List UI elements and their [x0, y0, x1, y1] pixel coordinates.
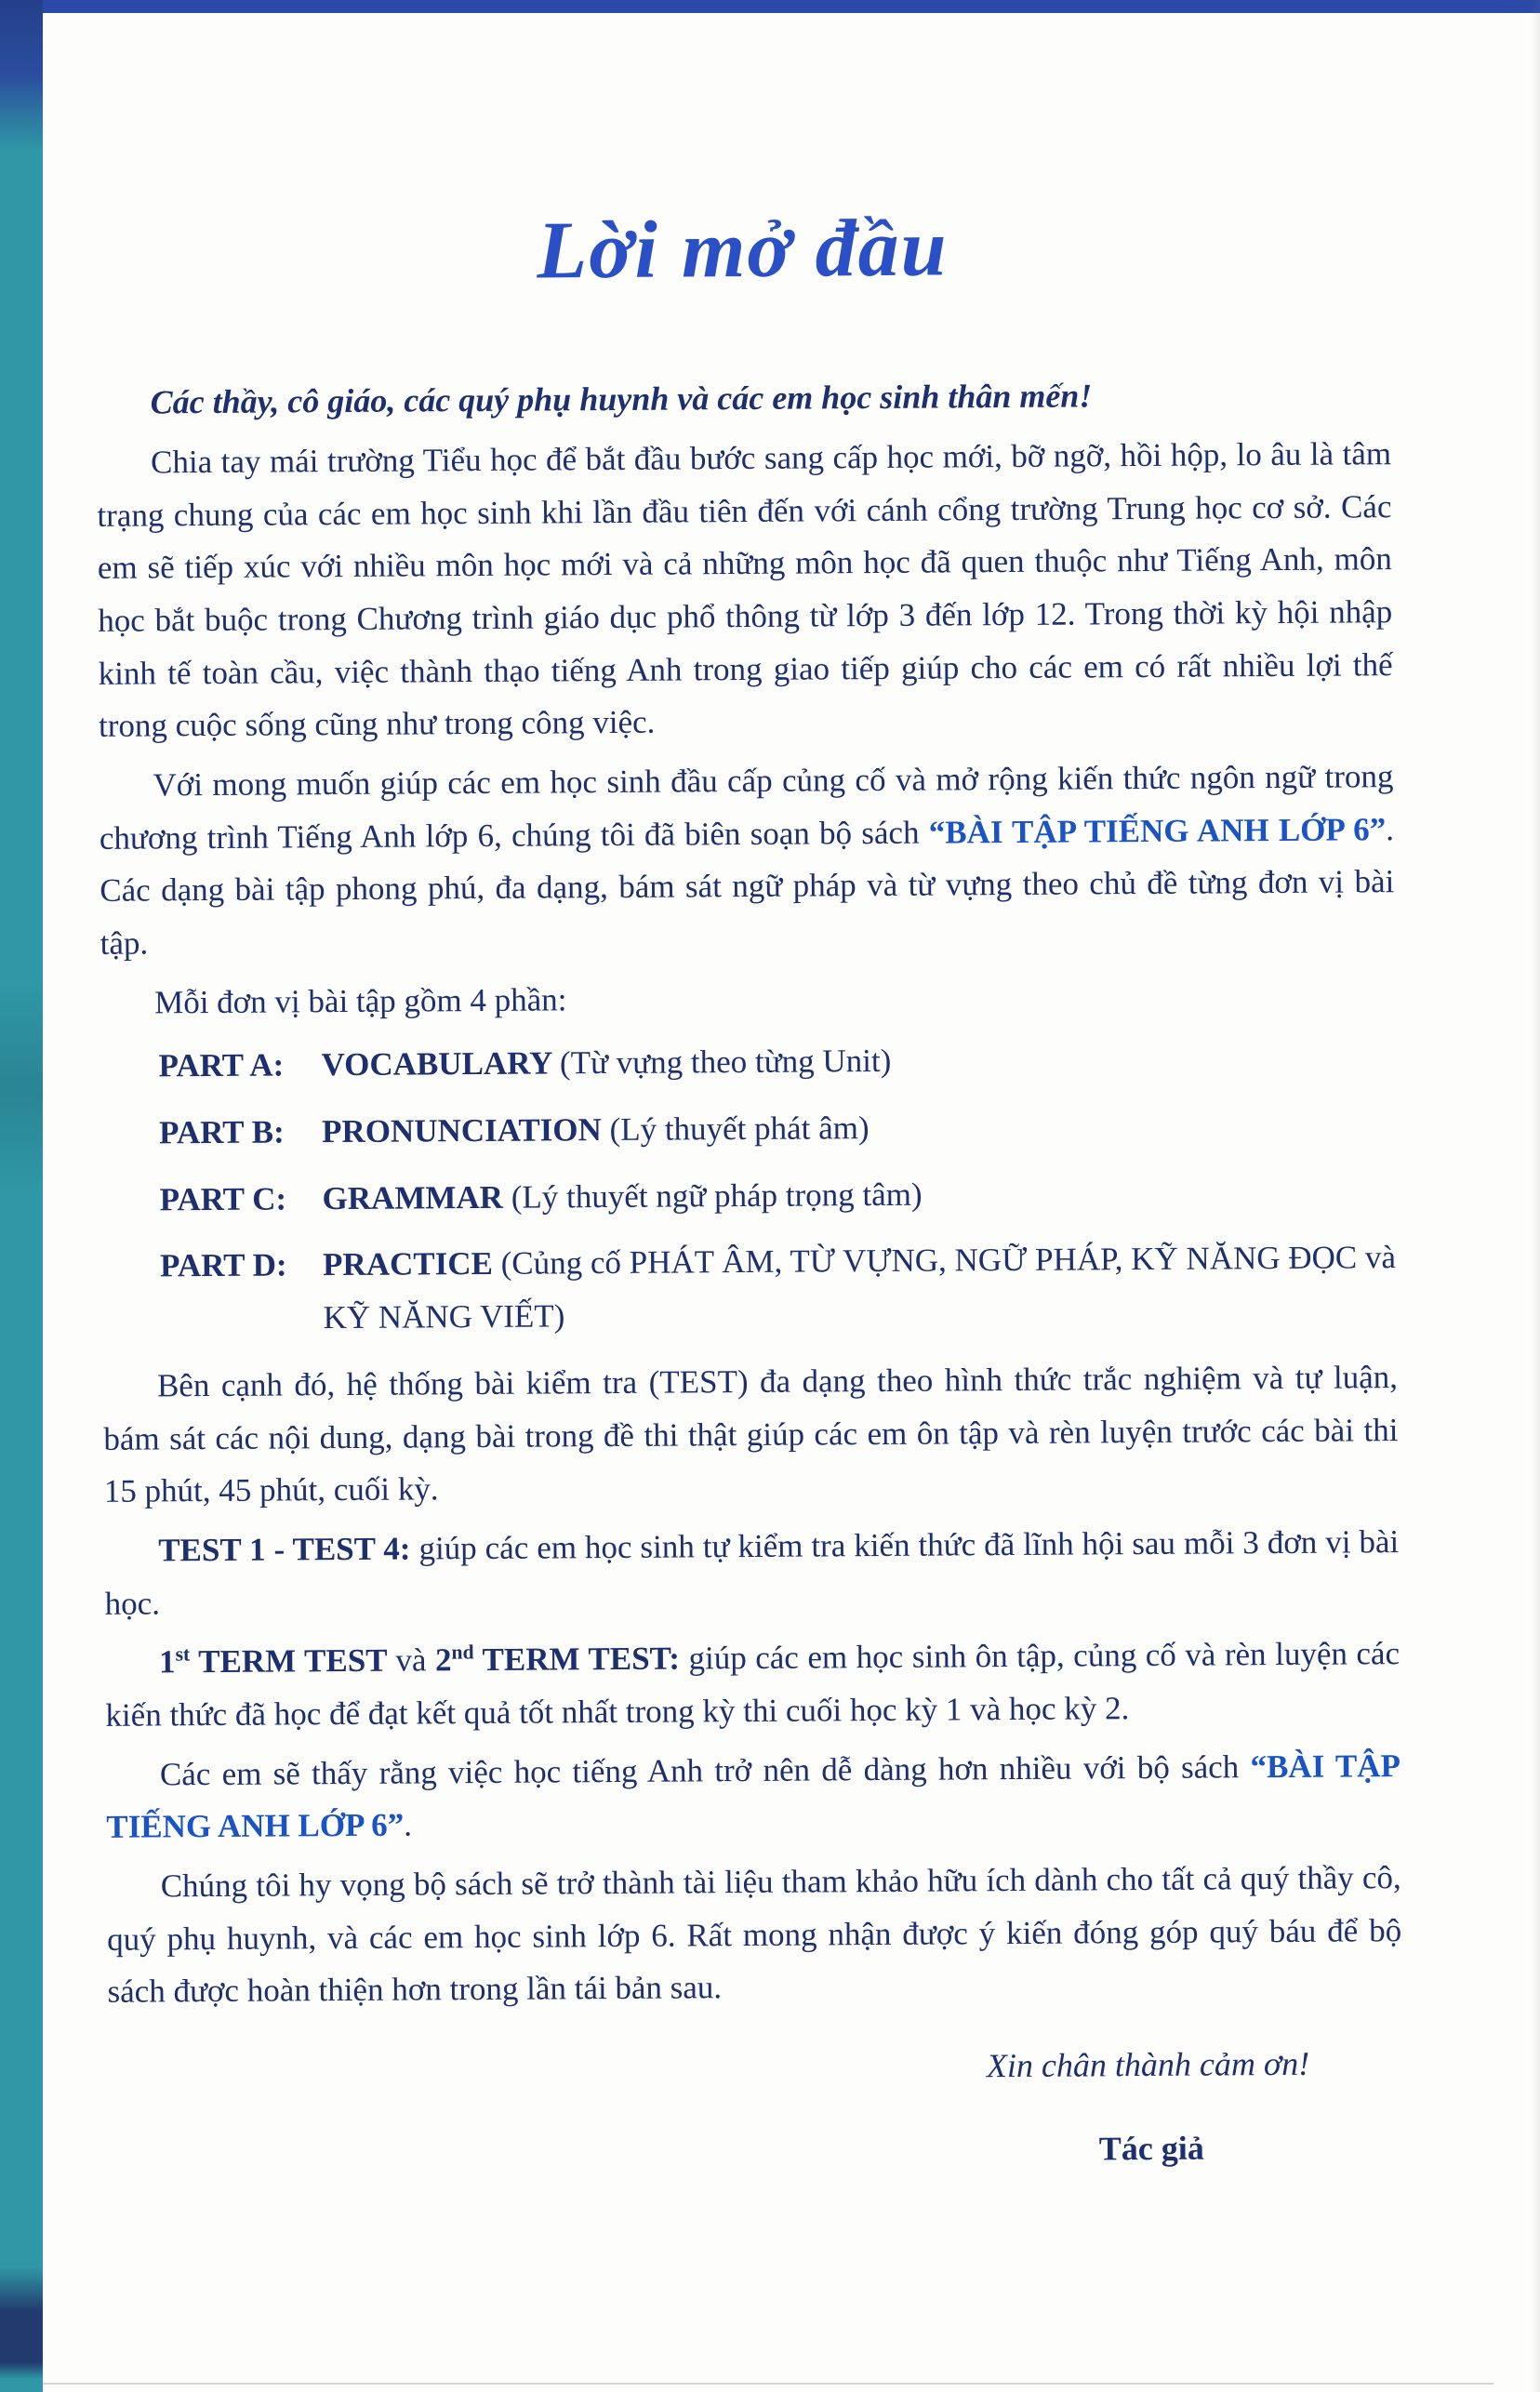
spine-shadow-top — [0, 0, 43, 149]
paragraph-tests: Bên cạnh đó, hệ thống bài kiểm tra (TEST) đa dạng theo hình thức trắc nghiệm và tự luận, bám sát các nội dung, dạng bài trong đề thi thật giúp các em ôn tập và rèn luyện trước các bài thi 15 phút, 45 phút, cuối kỳ. — [103, 1358, 1399, 1510]
preface-content — [95, 179, 1403, 2183]
part-a-label: PART A: — [158, 1046, 285, 1084]
part-row-d — [102, 1232, 1398, 1347]
paragraph-book-purpose: Với mong muốn giúp các em học sinh đầu cấp củng cố và mở rộng kiến thức ngôn ngữ trong chương trình Tiếng Anh lớp 6, chúng tôi đã biên soạn bộ sách “BÀI TẬP TIẾNG ANH LỚP 6”. Các dạng bài tập phong phú, đa dạng, bám sát ngữ pháp và từ vựng theo chủ đề từng đơn vị bài tập. — [99, 758, 1395, 962]
paragraph-easier-learning: Các em sẽ thấy rằng việc học tiếng Anh trở nên dễ dàng hơn nhiều với bộ sách “BÀI TẬP TIẾNG ANH LỚP 6”. — [106, 1747, 1401, 1846]
salutation-line: Các thầy, cô giáo, các quý phụ huynh và các em học sinh thân mến! — [150, 376, 1093, 420]
paragraph-term-tests: 1st TERM TEST và 2nd TERM TEST: giúp các em học sinh ôn tập, củng cố và rèn luyện các kiến thức đã học để đạt kết quả tốt nhất trong kỳ thi cuối học kỳ 1 và học kỳ 2. — [105, 1635, 1401, 1734]
paragraph-hope: Chúng tôi hy vọng bộ sách sẽ trở thành tài liệu tham khảo hữu ích dành cho tất cả quý thầy cô, quý phụ huynh, và các em học sinh lớp 6. Rất mong nhận được ý kiến đóng góp quý báu để bộ sách được hoàn thiện hơn trong lần tái bản sau. — [107, 1859, 1402, 2011]
parts-list — [100, 1032, 1397, 1347]
spine-shadow-bottom — [0, 2267, 43, 2379]
page-bottom-scan-line — [43, 2383, 1494, 2385]
page-title: Lời mở đầu — [537, 203, 949, 297]
paragraph-test-1-4: TEST 1 - TEST 4: giúp các em học sinh tự kiểm tra kiến thức đã lĩnh hội sau mỗi 3 đơn vị bài học. — [104, 1523, 1400, 1622]
spine-shadow-mid — [0, 986, 43, 1190]
part-c-content: GRAMMAR (Lý thuyết ngữ pháp trọng tâm) — [322, 1176, 923, 1216]
page-right-shade — [1531, 0, 1540, 2392]
author-signature: Tác giả — [1098, 2130, 1204, 2168]
part-b-label: PART B: — [158, 1113, 285, 1151]
paragraph-intro: Chia tay mái trường Tiểu học để bắt đầu bước sang cấp học mới, bỡ ngỡ, hồi hộp, lo âu là tâm trạng chung của các em học sinh khi lần đầu tiên đến với cánh cổng trường Trung học cơ sở. Các em sẽ tiếp xúc với nhiều môn học mới và cả những môn học đã quen thuộc như Tiếng Anh, môn học bắt buộc trong Chương trình giáo dục phổ thông từ lớp 3 đến lớp 12. Trong thời kỳ hội nhập kinh tế toàn cầu, việc thành thạo tiếng Anh trong giao tiếp giúp cho các em có rất nhiều lợi thế trong cuộc sống cũng như trong công việc. — [97, 434, 1393, 745]
part-b-content: PRONUNCIATION (Lý thuyết phát âm) — [321, 1110, 870, 1150]
part-a-content: VOCABULARY (Từ vựng theo từng Unit) — [321, 1043, 892, 1083]
part-d-content: PRACTICE (Củng cố PHÁT ÂM, TỪ VỰNG, NGỮ PHÁP, KỸ NĂNG ĐỌC và KỸ NĂNG VIẾT) — [322, 1239, 1397, 1336]
part-row-b — [101, 1098, 1396, 1160]
book-spine-strip — [0, 0, 43, 2392]
page-top-edge-strip — [0, 0, 1540, 13]
closing-thanks: Xin chân thành cảm ơn! — [986, 2044, 1310, 2085]
part-c-label: PART C: — [159, 1180, 287, 1218]
part-d-label: PART D: — [159, 1246, 287, 1284]
part-row-c — [101, 1165, 1396, 1227]
paragraph-parts-lead: Mỗi đơn vị bài tập gồm 4 phần: — [153, 981, 567, 1021]
part-row-a — [100, 1032, 1395, 1094]
